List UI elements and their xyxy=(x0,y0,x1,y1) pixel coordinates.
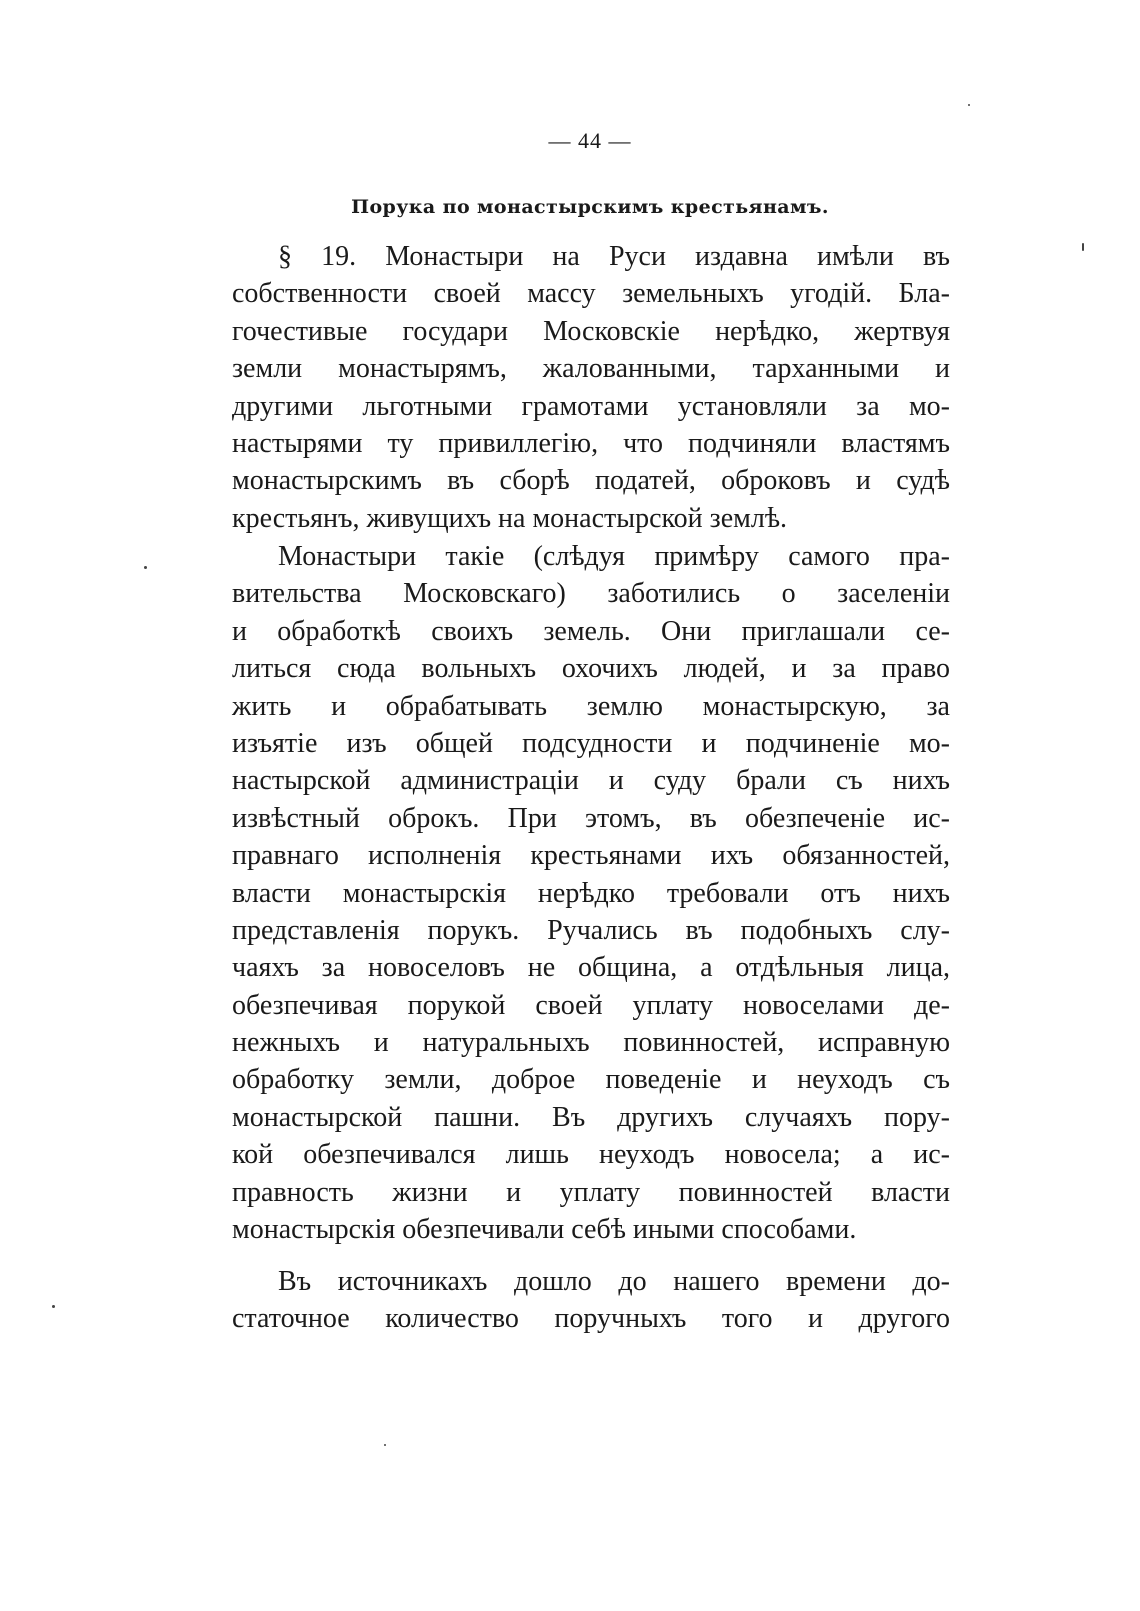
text-line: кой обезпечивался лишь неуходъ новосела; а ис- xyxy=(232,1139,950,1171)
text-line: Въ источникахъ дошло до нашего времени до- xyxy=(278,1266,950,1297)
text-line: гочестивые государи Московскіе нерѣдко, жертвуя xyxy=(232,315,950,347)
text-line: другими льготными грамотами установляли за мо- xyxy=(232,390,950,422)
scan-speck xyxy=(968,104,970,106)
text-line: земли монастырямъ, жалованными, тарханными и xyxy=(232,353,950,385)
text-line: нежныхъ и натуральныхъ повинностей, исправную xyxy=(232,1027,950,1059)
text-line: представленія порукъ. Ручались въ подобныхъ слу- xyxy=(232,914,950,946)
text-line: § 19. Монастыри на Руси издавна имѣли въ xyxy=(278,241,950,272)
text-line: извѣстный оброкъ. При этомъ, въ обезпеченіе ис- xyxy=(232,802,950,834)
text-line: крестьянъ, живущихъ на монастырской землѣ. xyxy=(232,502,788,534)
text-line: монастырскимъ въ сборѣ податей, оброковъ и судѣ xyxy=(232,465,950,497)
scan-speck xyxy=(1082,243,1084,251)
text-line: правнаго исполненія крестьянами ихъ обязанностей, xyxy=(232,840,950,872)
text-line: обработку земли, доброе поведеніе и неуходъ съ xyxy=(232,1064,950,1096)
text-line: изъятіе изъ общей подсудности и подчиненіе мо- xyxy=(232,727,950,759)
scan-speck xyxy=(384,1444,386,1446)
paragraph xyxy=(232,538,950,1248)
text-line: жить и обрабатывать землю монастырскую, за xyxy=(232,690,950,722)
text-line: Монастыри такіе (слѣдуя примѣру самого пра- xyxy=(278,541,950,572)
text-line: правность жизни и уплату повинностей власти xyxy=(232,1176,950,1208)
scan-speck xyxy=(52,1305,55,1308)
page-number: — 44 — xyxy=(548,128,632,153)
text-line: обезпечивая порукой своей уплату новоселами де- xyxy=(232,989,950,1021)
text-line: настырской администраціи и суду брали съ нихъ xyxy=(232,765,950,797)
scan-speck xyxy=(144,566,147,569)
text-line: власти монастырскія нерѣдко требовали отъ нихъ xyxy=(232,877,950,909)
text-line: и обработкѣ своихъ земель. Они приглашали се- xyxy=(232,615,950,647)
text-line: вительства Московскаго) заботились о заселеніи xyxy=(232,578,950,610)
text-line: настырями ту привиллегію, что подчиняли властямъ xyxy=(232,427,950,459)
text-line: литься сюда вольныхъ охочихъ людей, и за право xyxy=(232,653,950,685)
paragraph xyxy=(232,238,950,537)
paragraph xyxy=(232,1263,950,1338)
section-heading: Порука по монастырскимъ крестьянамъ. xyxy=(351,196,829,218)
text-line: монастырскія обезпечивали себѣ иными способами. xyxy=(232,1214,857,1246)
text-line: чаяхъ за новоселовъ не община, а отдѣльныя лица, xyxy=(232,952,950,984)
text-line: статочное количество поручныхъ того и другого xyxy=(232,1303,950,1335)
text-line: монастырской пашни. Въ другихъ случаяхъ пору- xyxy=(232,1101,950,1133)
text-line: собственности своей массу земельныхъ угодій. Бла- xyxy=(232,278,950,310)
